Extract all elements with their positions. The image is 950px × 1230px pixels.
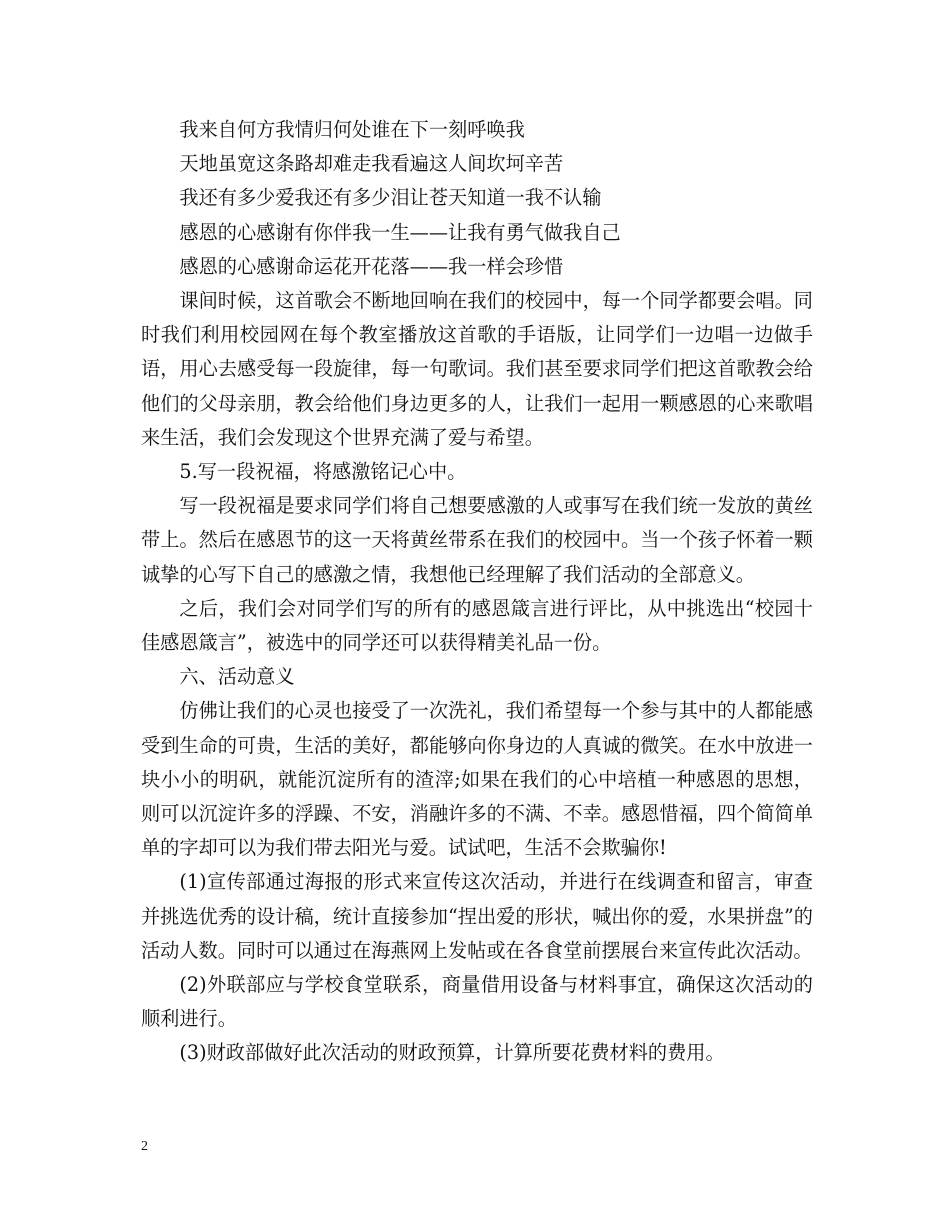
lyric-line-4: 感恩的心感谢有你伴我一生——让我有勇气做我自己 [179, 220, 621, 244]
section-heading-significance: 六、活动意义 [179, 665, 295, 689]
paragraph-song-promotion: 课间时候，这首歌会不断地回响在我们的校园中，每一个同学都要会唱。同时我们利用校园网在每个教室播放这首歌的手语版，让同学们一边唱一边做手语，用心去感受每一段旋律，每一句歌词。我们甚至要求同学们把这首歌教会给他们的父母亲朋，教会给他们身边更多的人，让我们一起用一颗感恩的心来歌唱来生活，我们会发现这个世界充满了爱与希望。 [141, 289, 813, 449]
lyric-line-1: 我来自何方我情归何处谁在下一刻呼唤我 [179, 118, 525, 141]
paragraph-yellow-ribbon: 写一段祝福是要求同学们将自己想要感激的人或事写在我们统一发放的黄丝带上。然后在感恩节的这一天将黄丝带系在我们的校园中。当一个孩子怀着一颗诚挚的心写下自己的感激之情，我想他已经理解了我们活动的全部意义。 [141, 494, 813, 586]
lyric-line-3: 我还有多少爱我还有多少泪让苍天知道一我不认输 [179, 186, 602, 210]
paragraph-publicity-dept: (1)宣传部通过海报的形式来宣传这次活动，并进行在线调查和留言，审查并挑选优秀的设计稿，统计直接参加“捏出爱的形状，喊出你的爱，水果拼盘”的活动人数。同时可以通过在海燕网上发帖或在各食堂前摆展台来宣传此次活动。 [141, 870, 813, 962]
page-number: 2 [141, 1139, 148, 1154]
lyric-line-2: 天地虽宽这条路却难走我看遍这人间坎坷辛苦 [179, 152, 564, 176]
lyric-line-5: 感恩的心感谢命运花开花落——我一样会珍惜 [179, 254, 564, 278]
paragraph-motto-contest: 之后，我们会对同学们写的所有的感恩箴言进行评比，从中挑选出“校园十佳感恩箴言”，被选中的同学还可以获得精美礼品一份。 [141, 596, 813, 655]
paragraph-significance: 仿佛让我们的心灵也接受了一次洗礼，我们希望每一个参与其中的人都能感受到生命的可贵，生活的美好，都能够向你身边的人真诚的微笑。在水中放进一块小小的明矾，就能沉淀所有的渣滓;如果在我们的心中培植一种感恩的思想，则可以沉淀许多的浮躁、不安，消融许多的不满、不幸。感恩惜福，四个简简单单的字却可以为我们带去阳光与爱。试试吧，生活不会欺骗你! [141, 699, 813, 860]
paragraph-liaison-dept: (2)外联部应与学校食堂联系，商量借用设备与材料事宜，确保这次活动的顺利进行。 [141, 973, 813, 1031]
section-heading-blessing: 5.写一段祝福，将感激铭记心中。 [179, 460, 467, 484]
document-body [141, 113, 813, 1071]
paragraph-finance-dept: (3)财政部做好此次活动的财政预算，计算所要花费材料的费用。 [179, 1041, 725, 1065]
